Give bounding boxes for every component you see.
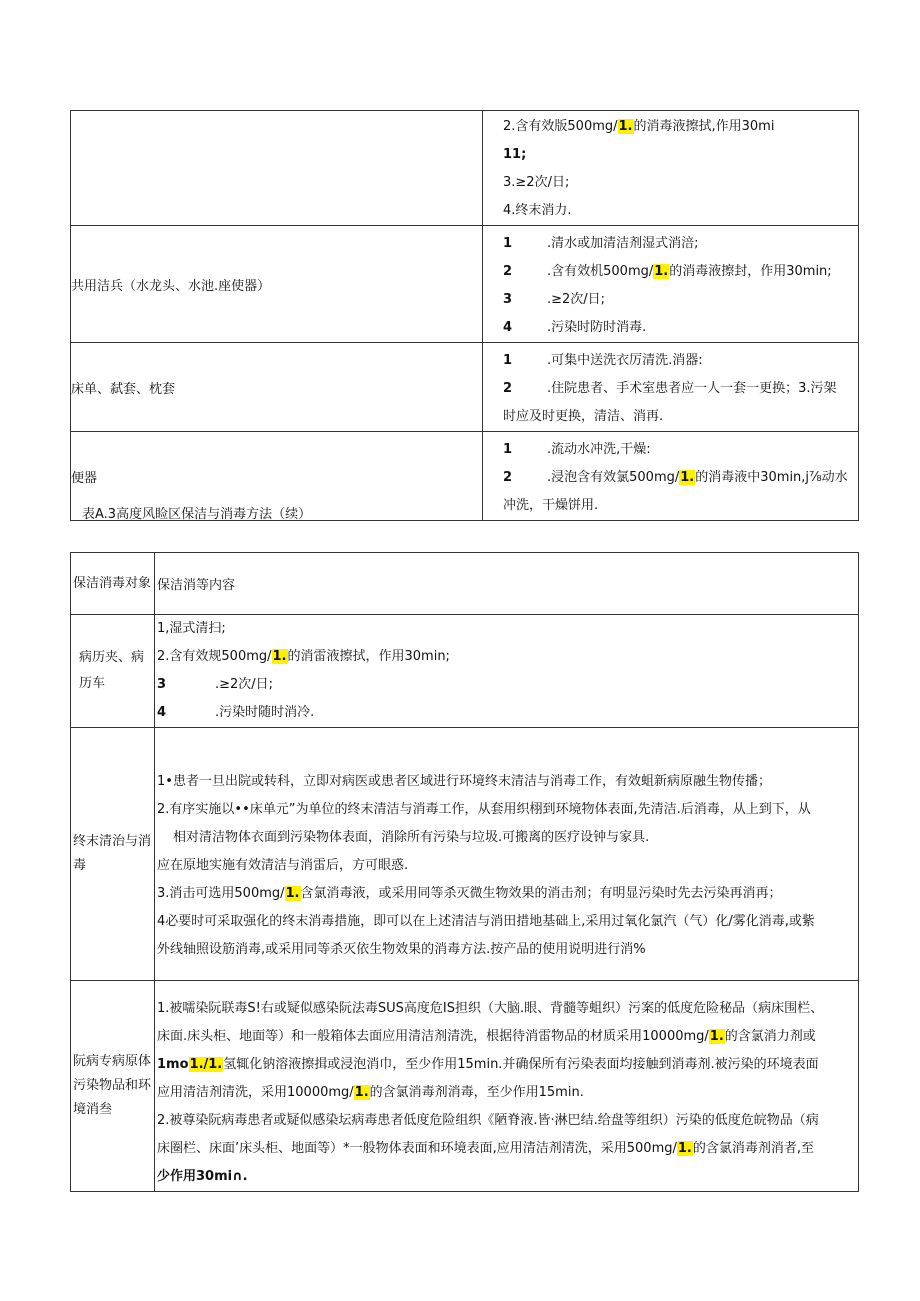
table-row [71,981,859,1192]
highlight: 1. [354,1085,369,1100]
row-object [71,111,483,226]
content-line: 床面.床头柜、地面等）和一般箱体去面应用清洁剂清洗，根据待消雷物品的材质采用10000mg/1.的含氯消力剂或 [157,1029,816,1044]
row-content [155,728,859,981]
content-line: 2 .住院患者、手术室患者应一人一套一更换；3.污架 [503,381,837,396]
header-content: 保洁消等内容 [155,553,859,615]
content-line: 3.消击可选用500mg/1.含氯消毒液，或采用同等杀灭微生物效果的消击剂；有明显污染时先去污染再消再； [157,886,782,901]
header-object: 保洁消毒对象 [71,553,155,615]
content-line: 2 .含有效机500mg/1.的消毒液擦封，作用30min; [503,264,832,279]
row-object: 共用洁兵（水龙头、水池.座使器） [71,226,483,343]
content-line: 4必要时可采取强化的终末消毒措施，即可以在上述清洁与消田措地基础上,采用过氧化氯汽（气）化/雾化消毒,或紫 [157,914,815,929]
row-object: 病历夹、病历车 [71,615,155,728]
highlight: 1. [677,1141,692,1156]
content-line: 1 .清水或加清洁剂湿式消涪; [503,236,699,251]
content-line: 2.有序实施以••床单元”为单位的终末清洁与消毒工作，从套用织栩到环境物体表面,先清洁.后消毒，从上到下，从 [157,802,811,817]
row-object: 便器 [71,432,483,521]
content-line: 1.被嚅染阮联毒S!右或疑似感染阮法毒SUS高度危IS担织（大脑.眼、背髓等蛆织）污案的低度危险秘品（病床围栏、 [157,1001,824,1016]
table-header-row [71,553,859,615]
row-content [483,111,859,226]
content-line: 4 .污染时防时消毒. [503,320,647,335]
highlight: 1. [709,1029,724,1044]
table-continued [70,110,859,521]
content-line: 3.≥2次/日; [503,175,570,190]
content-line: 1,湿式清扫; [157,621,226,636]
row-object: 阮病专病原体污染物品和环境消叁 [71,981,155,1192]
content-line: 床圈栏、床面’床头柜、地面等）*一般物体表面和环境表面,应用清洁剂清洗，采用500mg/1.的含氯消毒剂消者,至 [157,1141,814,1156]
row-content [155,981,859,1192]
row-object: 床单、弑套、枕套 [71,343,483,432]
row-content [483,432,859,521]
highlight: 1. [618,119,633,134]
table-row [71,111,859,226]
content-line: 2 .浸泡含有效氯500mg/1.的消毒液中30min,j⅞动水 [503,470,848,485]
content-line: 时应及时更换，清洁、消再. [503,409,664,424]
content-line: 1 .可集中送洗衣厉清洗.消器: [503,353,703,368]
content-line: 相对清洁物体衣面到污染物体表面，消除所有污染与垃圾.可搬离的医疗设钟与家具. [173,830,650,845]
content-line: 2.含有效版500mg/1.的消毒液擦拭,作用30mi [503,119,775,134]
content-line: 应在原地实施有效清洁与消雷后，方可眼惑. [157,858,409,873]
table-row [71,615,859,728]
content-line: 外线轴照设筋消毒,或采用同等杀灭依生物效果的消毒方法.按产品的使用说明进行消% [157,942,646,957]
content-line: 4 .污染时随时消冷. [157,705,315,720]
content-line: 少作用30mi∩. [157,1169,248,1184]
content-line: 1•患者一旦出院或转科，立即对病医或患者区域进行环境终末清洁与消毒工作，有效蛆新病原融生物传播； [157,774,771,789]
highlight: 1. [285,886,300,901]
content-line: 3 .≥2次/日; [503,292,606,307]
table-row [71,728,859,981]
content-line: 应用清洁剂清洗，采用10000mg/1.的含氯消毒剂消毒，至少作用15min. [157,1085,584,1100]
table-caption: 表A.3高度风睑区保洁与消毒方法（续） [82,507,312,522]
table-main [70,552,859,1192]
content-line: 4.终末消力. [503,203,572,218]
content-line: 3 .≥2次/日; [157,677,274,692]
row-content [155,615,859,728]
table-row [71,226,859,343]
table-row [71,343,859,432]
highlight: 1. [680,470,695,485]
highlight: 1. [272,649,287,664]
content-line: 2.含有效规500mg/1.的消雷液擦拭，作用30min; [157,649,450,664]
content-line: 2.被尊染阮病毒患者或疑似感染坛病毒患者低度危险组织《陋脊液.皆·淋巴结.给盘等组织）污染的低度危皖物品（病 [157,1113,819,1128]
row-content [483,343,859,432]
row-content [483,226,859,343]
content-line: 1mo1./1.氢辄化钠溶液擦揖或浸泡消巾，至少作用15min.并确保所有污染表面均接触到消毒剂.被污染的环境表面 [157,1057,819,1072]
content-line: 11; [503,147,527,162]
content-line: 1 .流动水冲洗,干燥: [503,442,651,457]
row-object: 终末清治与消毒 [71,728,155,981]
highlight: 1./1. [189,1057,223,1072]
content-line: 冲洗，干燥饼用. [503,498,599,513]
highlight: 1. [654,264,669,279]
